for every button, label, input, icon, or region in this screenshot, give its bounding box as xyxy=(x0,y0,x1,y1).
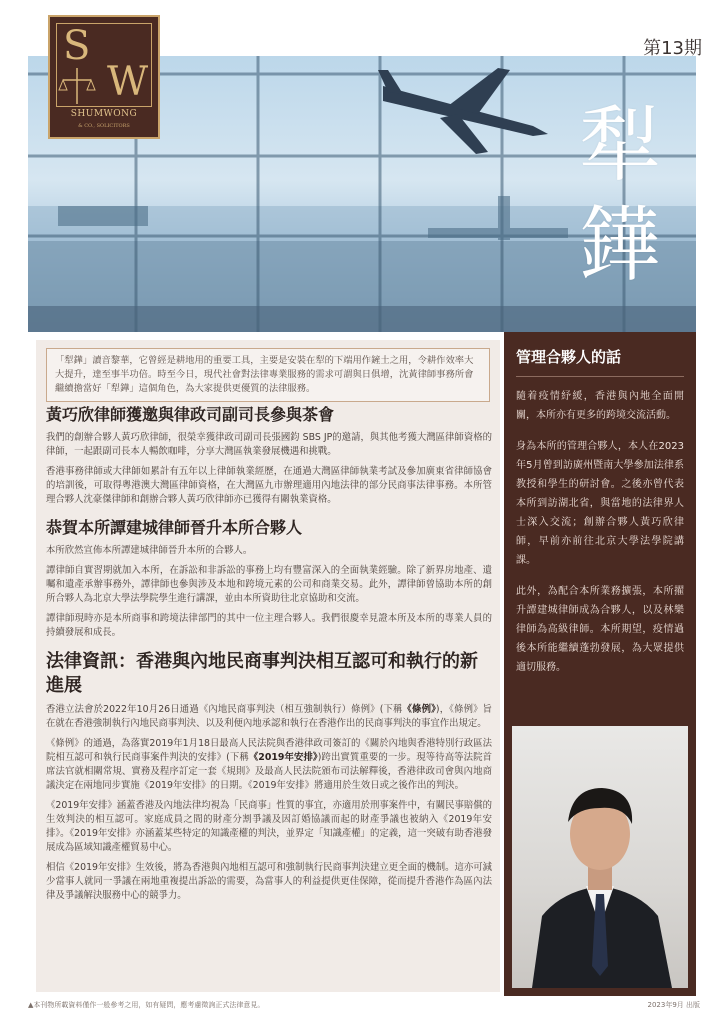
bold-term: 《條例》 xyxy=(402,704,436,715)
disclaimer: ▲本刊物所載資料僅作一般參考之用，如有疑問，應考慮徵詢正式法律意見。 xyxy=(28,1001,265,1009)
sidebar-paragraph: 此外，為配合本所業務擴張，本所擢升譚建城律師成為合夥人，以及林樂律師為高級律師。本所期望，疫情過後本所能繼續蓬勃發展，為大眾提供適切服務。 xyxy=(516,586,684,673)
portrait-illustration xyxy=(512,726,688,988)
firm-logo xyxy=(48,15,160,139)
title-char-1: 犁 xyxy=(578,98,661,193)
article-paragraph: 相信《2019年安排》生效後，將為香港與內地相互認可和強制執行民商事判決建立更全面的機制。這亦可減少當事人就同一爭議在兩地重複提出訴訟的需要，為當事人的利益提供更佳保障，從而提升香港作為區內法律及爭議解決服務中心的競爭力。 xyxy=(46,862,492,901)
article-heading: 恭賀本所譚建城律師晉升本所合夥人 xyxy=(46,518,303,537)
newsletter-title xyxy=(560,96,680,296)
article-paragraph xyxy=(46,703,492,731)
text-run: )，《條例》旨在就在香港強制執行內地民商事判決、以及利便內地承認和執行在香港作出的民商事判決的事宜作出規定。 xyxy=(46,704,492,729)
article-tea-gathering xyxy=(46,404,492,507)
article-heading: 黃巧欣律師獲邀與律政司副司長參與茶會 xyxy=(46,405,335,424)
sidebar-paragraph: 身為本所的管理合夥人，本人在2023年5月曾到訪廣州暨南大學參加法律系教授和學生的研討會。之後亦曾代表本所到訪湖北省，與當地的法律界人士深入交流；創辦合夥人黃巧欣律師，早前亦前往北京大學法學院講課。 xyxy=(516,441,684,566)
issue-number: 第13期 xyxy=(643,38,702,59)
title-char-2: 鏵 xyxy=(578,198,661,293)
article-legal-info xyxy=(46,650,492,903)
logo-frame xyxy=(56,23,152,107)
text-run: 《條例》的通過，為落實2019年1月18日最高人民法院與香港律政司簽訂的《關於內地與香港特別行政區法院相互認可和執行民商事案件判決的安排》(下稱 xyxy=(46,738,492,763)
article-paragraph: 香港事務律師或大律師如累計有五年以上律師執業經歷，在通過大灣區律師執業考試及參加廣東省律師協會的培訓後，可取得粵港澳大灣區律師資格，在大灣區九市辦理適用內地法律的部分民商事法律事務。本所管理合夥人沈豪傑律師和創辦合夥人黃巧欣律師亦已獲得有關執業資格。 xyxy=(46,466,492,505)
text-run: 香港立法會於2022年10月26日通過《內地民商事判決（相互強制執行）條例》(下稱 xyxy=(46,704,403,715)
airplane-icon xyxy=(378,68,548,154)
article-paragraph: 本所欣然宣佈本所譚建城律師晉升本所的合夥人。 xyxy=(46,545,253,556)
scales-of-justice-icon xyxy=(57,24,153,108)
article-paragraph: 我們的創辦合夥人黃巧欣律師，很榮幸獲律政司副司長張國鈞 SBS JP的邀請，與其他考獲大灣區律師資格的律師，一起跟副司長本人暢飲咖啡，分享大灣區執業發展機遇和挑戰。 xyxy=(46,432,492,457)
sidebar-paragraph: 隨着疫情紓緩，香港與內地全面開關，本所亦有更多的跨境交流活動。 xyxy=(516,391,684,421)
sidebar-heading: 管理合夥人的話 xyxy=(516,346,684,377)
logo-letter-s: S xyxy=(63,23,91,69)
article-heading: 法律資訊：香港與內地民商事判決相互認可和執行的新進展 xyxy=(46,651,478,696)
article-partner-promotion xyxy=(46,517,492,640)
article-paragraph: 譚律師現時亦是本所商事和跨境法律部門的其中一位主理合夥人。我們很慶幸見證本所及本所的專業人員的持續發展和成長。 xyxy=(46,613,492,638)
bold-term: 《2019年安排》 xyxy=(248,752,318,763)
intro-box: 「犁鏵」讀音黎華，它曾經是耕地用的重要工具，主要是安裝在犁的下端用作鏟土之用，令耕作效率大大提升，達至事半功倍。時至今日，現代社會對法律專業服務的需求可謂與日俱增，沈黃律師事務所會繼續擔當好「犁鏵」這個角色，為大家提供更優質的法律服務。 xyxy=(46,348,490,402)
logo-firm-name: SHUMWONG xyxy=(70,109,138,119)
articles-column xyxy=(46,404,492,913)
publication-date: 2023年9月 出版 xyxy=(647,1001,700,1009)
logo-letter-w: W xyxy=(107,59,149,105)
managing-partner-photo xyxy=(512,726,688,988)
text-run: )跨出實質重要的一步。現等待高等法院首席法官就相關常規、實務及程序訂定一套《規則》及最高人民法院頒布司法解釋後，香港律政司會與內地商議決定在兩地同步實施《2019年安排》的日期。《2019年安排》將適用於生效日或之後作出的判決。 xyxy=(46,752,492,791)
article-paragraph: 《2019年安排》涵蓋香港及內地法律均視為「民商事」性質的事宜，亦適用於刑事案件中，有關民事賠償的生效判決的相互認可。家庭成員之間的財產分割爭議及因訂婚協議而起的財產爭議也被納入《2019年安排》。《2019年安排》亦涵蓋某些特定的知識產權的判決，並界定「知識產權」的定義，這一突破有助香港發展成為區域知識產權貿易中心。 xyxy=(46,800,492,853)
article-paragraph: 譚律師自實習期就加入本所，在訴訟和非訴訟的事務上均有豐富深入的全面執業經驗。除了新界房地產、遺囑和遺產承辦事務外，譚律師也參與涉及本地和跨境元素的公司和商業交易。此外，譚律師曾協助本所的創所合夥人為北京大學法學院學生進行講課，並由本所資助往北京協助和交流。 xyxy=(46,565,492,604)
logo-subtitle: & CO., SOLICITORS xyxy=(78,123,130,129)
main-content xyxy=(36,340,500,992)
article-paragraph xyxy=(46,737,492,793)
